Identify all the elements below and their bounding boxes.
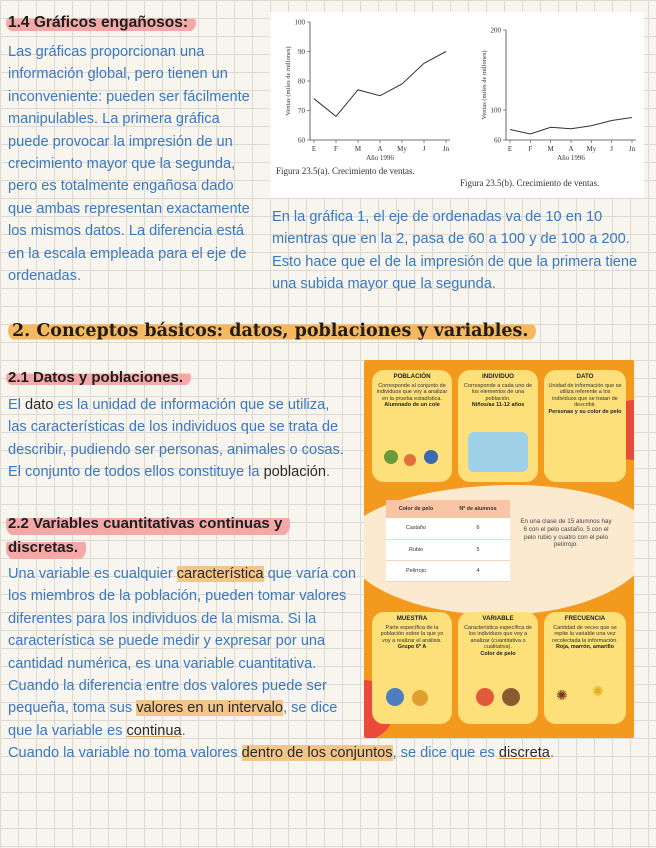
text-span: pequeña, toma sus xyxy=(8,700,137,717)
y-tick-label: 200 xyxy=(490,26,501,35)
children-icon xyxy=(424,450,438,464)
card-text: Corresponde a cada uno de los elementos de una población. xyxy=(463,382,533,402)
text-line: los mismos datos. La diferencia está xyxy=(8,223,245,240)
x-tick-label: M xyxy=(547,145,554,153)
card-title: DATO xyxy=(576,373,594,380)
section-1-4-heading xyxy=(6,14,196,32)
term-poblacion: población xyxy=(263,464,327,481)
text-line xyxy=(8,742,568,764)
section-2-heading xyxy=(8,321,536,341)
section-2-1-title: 2.1 Datos y poblaciones. xyxy=(6,369,191,386)
text-line: diferentes para los individuos de la misma. Si la xyxy=(8,610,317,627)
y-tick-label: 90 xyxy=(298,48,305,56)
x-tick-label: Jn xyxy=(442,145,450,153)
text-span: Una variable es cualquier xyxy=(8,566,177,582)
x-tick-label: Jn xyxy=(628,145,636,153)
example-note: En una clase de 15 alumnos hay 6 con el pelo castaño, 5 con el pelo rubio y cuatro con el pelo pelirrojo. xyxy=(520,518,612,549)
children-icon xyxy=(384,450,398,464)
text-line: cantidad numérica, es una variable cuantitativa. xyxy=(8,655,317,672)
text-line: pero es totalmente engañosa dado xyxy=(8,178,234,195)
text-line: mientras que en la 2, pasa de 60 a 100 y de 100 a 200. xyxy=(272,231,630,248)
y-axis-label: Ventas (miles de millones) xyxy=(481,50,488,120)
section-2-2-title-line-1: 2.2 Variables cuantitativas continuas y xyxy=(6,512,290,536)
text-line: información global, pero tienen un xyxy=(8,66,228,83)
y-tick-label: 70 xyxy=(298,107,305,115)
card-text: Corresponde al conjunto de individuos que voy a analizar en la prueba estadística. xyxy=(376,382,448,402)
text-line: los miembros de la población, pueden tomar valores xyxy=(8,588,347,605)
text-line xyxy=(8,394,360,416)
x-tick-label: J xyxy=(422,145,426,153)
chart-a xyxy=(276,19,450,177)
card-muestra xyxy=(372,612,452,724)
text-span: que la variable es xyxy=(8,722,127,739)
section-1-4-title: 1.4 Gráficos engañosos: xyxy=(6,14,196,32)
card-example: Niños/as 11-12 años xyxy=(471,402,525,409)
x-axis-label: Año 1996 xyxy=(557,154,585,162)
x-tick-label: A xyxy=(377,145,383,153)
card-example: Personas y su color de pelo xyxy=(548,408,622,415)
card-title: FRECUENCIA xyxy=(564,615,606,622)
x-tick-label: My xyxy=(397,145,407,153)
text-line xyxy=(8,461,360,483)
x-tick-label: E xyxy=(311,145,317,153)
hair-color-table xyxy=(386,500,510,582)
text-line: crecimiento mayor que la segunda, xyxy=(8,156,236,173)
text-line: puede provocar la impresión de un xyxy=(8,133,233,150)
figure-caption: Figura 23.5(a). Crecimiento de ventas. xyxy=(276,166,415,176)
section-2-1-text xyxy=(8,394,360,484)
text-line: En la gráfica 1, el eje de ordenadas va de 10 en 10 xyxy=(272,209,603,225)
card-dato xyxy=(544,370,626,482)
card-title: VARIABLE xyxy=(482,615,514,622)
section-1-4-text xyxy=(8,41,270,287)
text-span: , se dice xyxy=(283,700,338,717)
text-line: Las gráficas proporcionan una xyxy=(8,44,205,60)
card-title: INDIVIDUO xyxy=(482,373,514,380)
sales-series-line xyxy=(510,118,632,135)
y-tick-label: 80 xyxy=(298,77,305,86)
card-text: Cantidad de veces que se repite la variable una vez recolectada la información. xyxy=(552,624,618,644)
text-span: que varía con xyxy=(263,566,357,582)
section-2-title: 2. Conceptos básicos: datos, poblaciones y variables. xyxy=(8,321,536,341)
card-variable xyxy=(458,612,538,724)
sales-figure xyxy=(270,12,644,198)
table-cell: Castaño xyxy=(386,518,446,539)
table-cell: 5 xyxy=(446,539,510,560)
text-line: Cuando la diferencia entre dos valores puede ser xyxy=(8,678,327,695)
x-axis-label: Año 1996 xyxy=(366,154,394,162)
section-2-2-heading xyxy=(6,512,290,560)
text-span: , se dice que es xyxy=(392,745,499,762)
statistics-infographic xyxy=(364,360,634,738)
sales-charts-svg xyxy=(270,12,644,198)
text-line: manipulables. La primera gráfica xyxy=(8,111,220,128)
x-tick-label: F xyxy=(528,145,533,153)
text-line: describir, pudiendo ser personas, animales o cosas. xyxy=(8,441,344,458)
table-cell: Pelirrojo xyxy=(386,560,446,581)
text-line: inconveniente: pueden ser fácilmente xyxy=(8,88,250,105)
y-tick-label: 100 xyxy=(294,18,305,27)
text-line: que ambas representan exactamente xyxy=(8,200,250,217)
card-individuo xyxy=(458,370,538,482)
card-example: Grupo 6º A xyxy=(397,644,427,651)
text-span: Cuando la variable no toma valores xyxy=(8,745,242,762)
card-example: Roja, marrón, amarillo xyxy=(555,644,615,651)
card-example: Alumnado de un cole xyxy=(384,402,440,409)
section-2-1-heading xyxy=(6,369,191,387)
term-caracteristica: característica xyxy=(176,566,264,582)
children-icon xyxy=(404,454,416,466)
card-frecuencia xyxy=(544,612,626,724)
text-span: es la unidad de información que se utiliza, xyxy=(53,397,330,413)
splash-icon: ✺ xyxy=(556,687,568,703)
card-text: Característica específica de los individuos que voy a analizar (cuantitativa o cualitativa). xyxy=(464,624,532,651)
table-cell: 6 xyxy=(446,518,510,539)
children-icon xyxy=(412,690,428,706)
text-line: en la escala empleada para el eje de xyxy=(8,245,247,262)
sales-series-line xyxy=(314,52,446,117)
card-poblacion xyxy=(372,370,452,482)
section-2-2-title-line-2: discretas. xyxy=(6,536,86,560)
y-tick-label: 100 xyxy=(490,106,501,115)
chart-b xyxy=(460,27,636,189)
table-cell: 4 xyxy=(446,560,510,581)
text-span: El xyxy=(8,397,26,413)
y-tick-label: 60 xyxy=(298,136,305,145)
text-line: ordenadas. xyxy=(8,268,82,285)
table-cell: Rubio xyxy=(386,539,446,560)
y-tick-label: 60 xyxy=(494,136,501,145)
table-header: Nº de alumnos xyxy=(446,500,510,518)
text-span: . xyxy=(326,464,331,481)
table-row xyxy=(386,518,510,539)
term-dato: dato xyxy=(25,397,54,413)
term-continua: continua xyxy=(126,722,182,739)
term-intervalo: valores en un intervalo xyxy=(136,700,284,717)
text-line: Esto hace que el de la impresión de que la primera tiene xyxy=(272,253,638,270)
card-title: POBLACIÓN xyxy=(393,373,431,380)
text-line: las características de los individuos que se trata de xyxy=(8,419,339,436)
card-example: Color de pelo xyxy=(480,650,516,657)
term-discreta: discreta xyxy=(498,745,550,762)
x-tick-label: F xyxy=(334,145,338,153)
x-tick-label: My xyxy=(586,145,597,153)
text-span: . xyxy=(181,722,186,739)
x-tick-label: A xyxy=(568,145,574,153)
splash-icon: ✺ xyxy=(592,683,604,699)
table-row xyxy=(386,539,510,560)
face-icon xyxy=(476,688,494,706)
figure-caption: Figura 23.5(b). Crecimiento de ventas. xyxy=(460,178,600,188)
card-text: Parte específica de la población sobre la que yo voy a realizar el análisis. xyxy=(380,624,444,644)
x-tick-label: E xyxy=(507,145,513,153)
x-tick-label: J xyxy=(610,145,614,153)
card-text: Unidad de información que se utiliza referente a los individuos que se tratan de describir. xyxy=(548,382,622,409)
section-1-4-explanation xyxy=(272,206,652,296)
text-line: una subida mayor que la segunda. xyxy=(272,276,496,293)
text-span: El conjunto de todos ellos constituye la xyxy=(8,464,264,481)
text-line: característica se puede medir y expresar por una xyxy=(8,633,326,650)
children-icon xyxy=(386,688,404,706)
x-tick-label: M xyxy=(354,145,362,153)
table-header: Color de pelo xyxy=(386,500,446,518)
children-group-icon xyxy=(468,432,528,472)
text-span: . xyxy=(549,745,554,762)
y-axis-label: Ventas (miles de millones) xyxy=(285,46,292,116)
table-row xyxy=(386,560,510,581)
term-dentro-conjuntos: dentro de los conjuntos xyxy=(241,745,393,762)
face-icon xyxy=(502,688,520,706)
card-title: MUESTRA xyxy=(396,615,428,622)
